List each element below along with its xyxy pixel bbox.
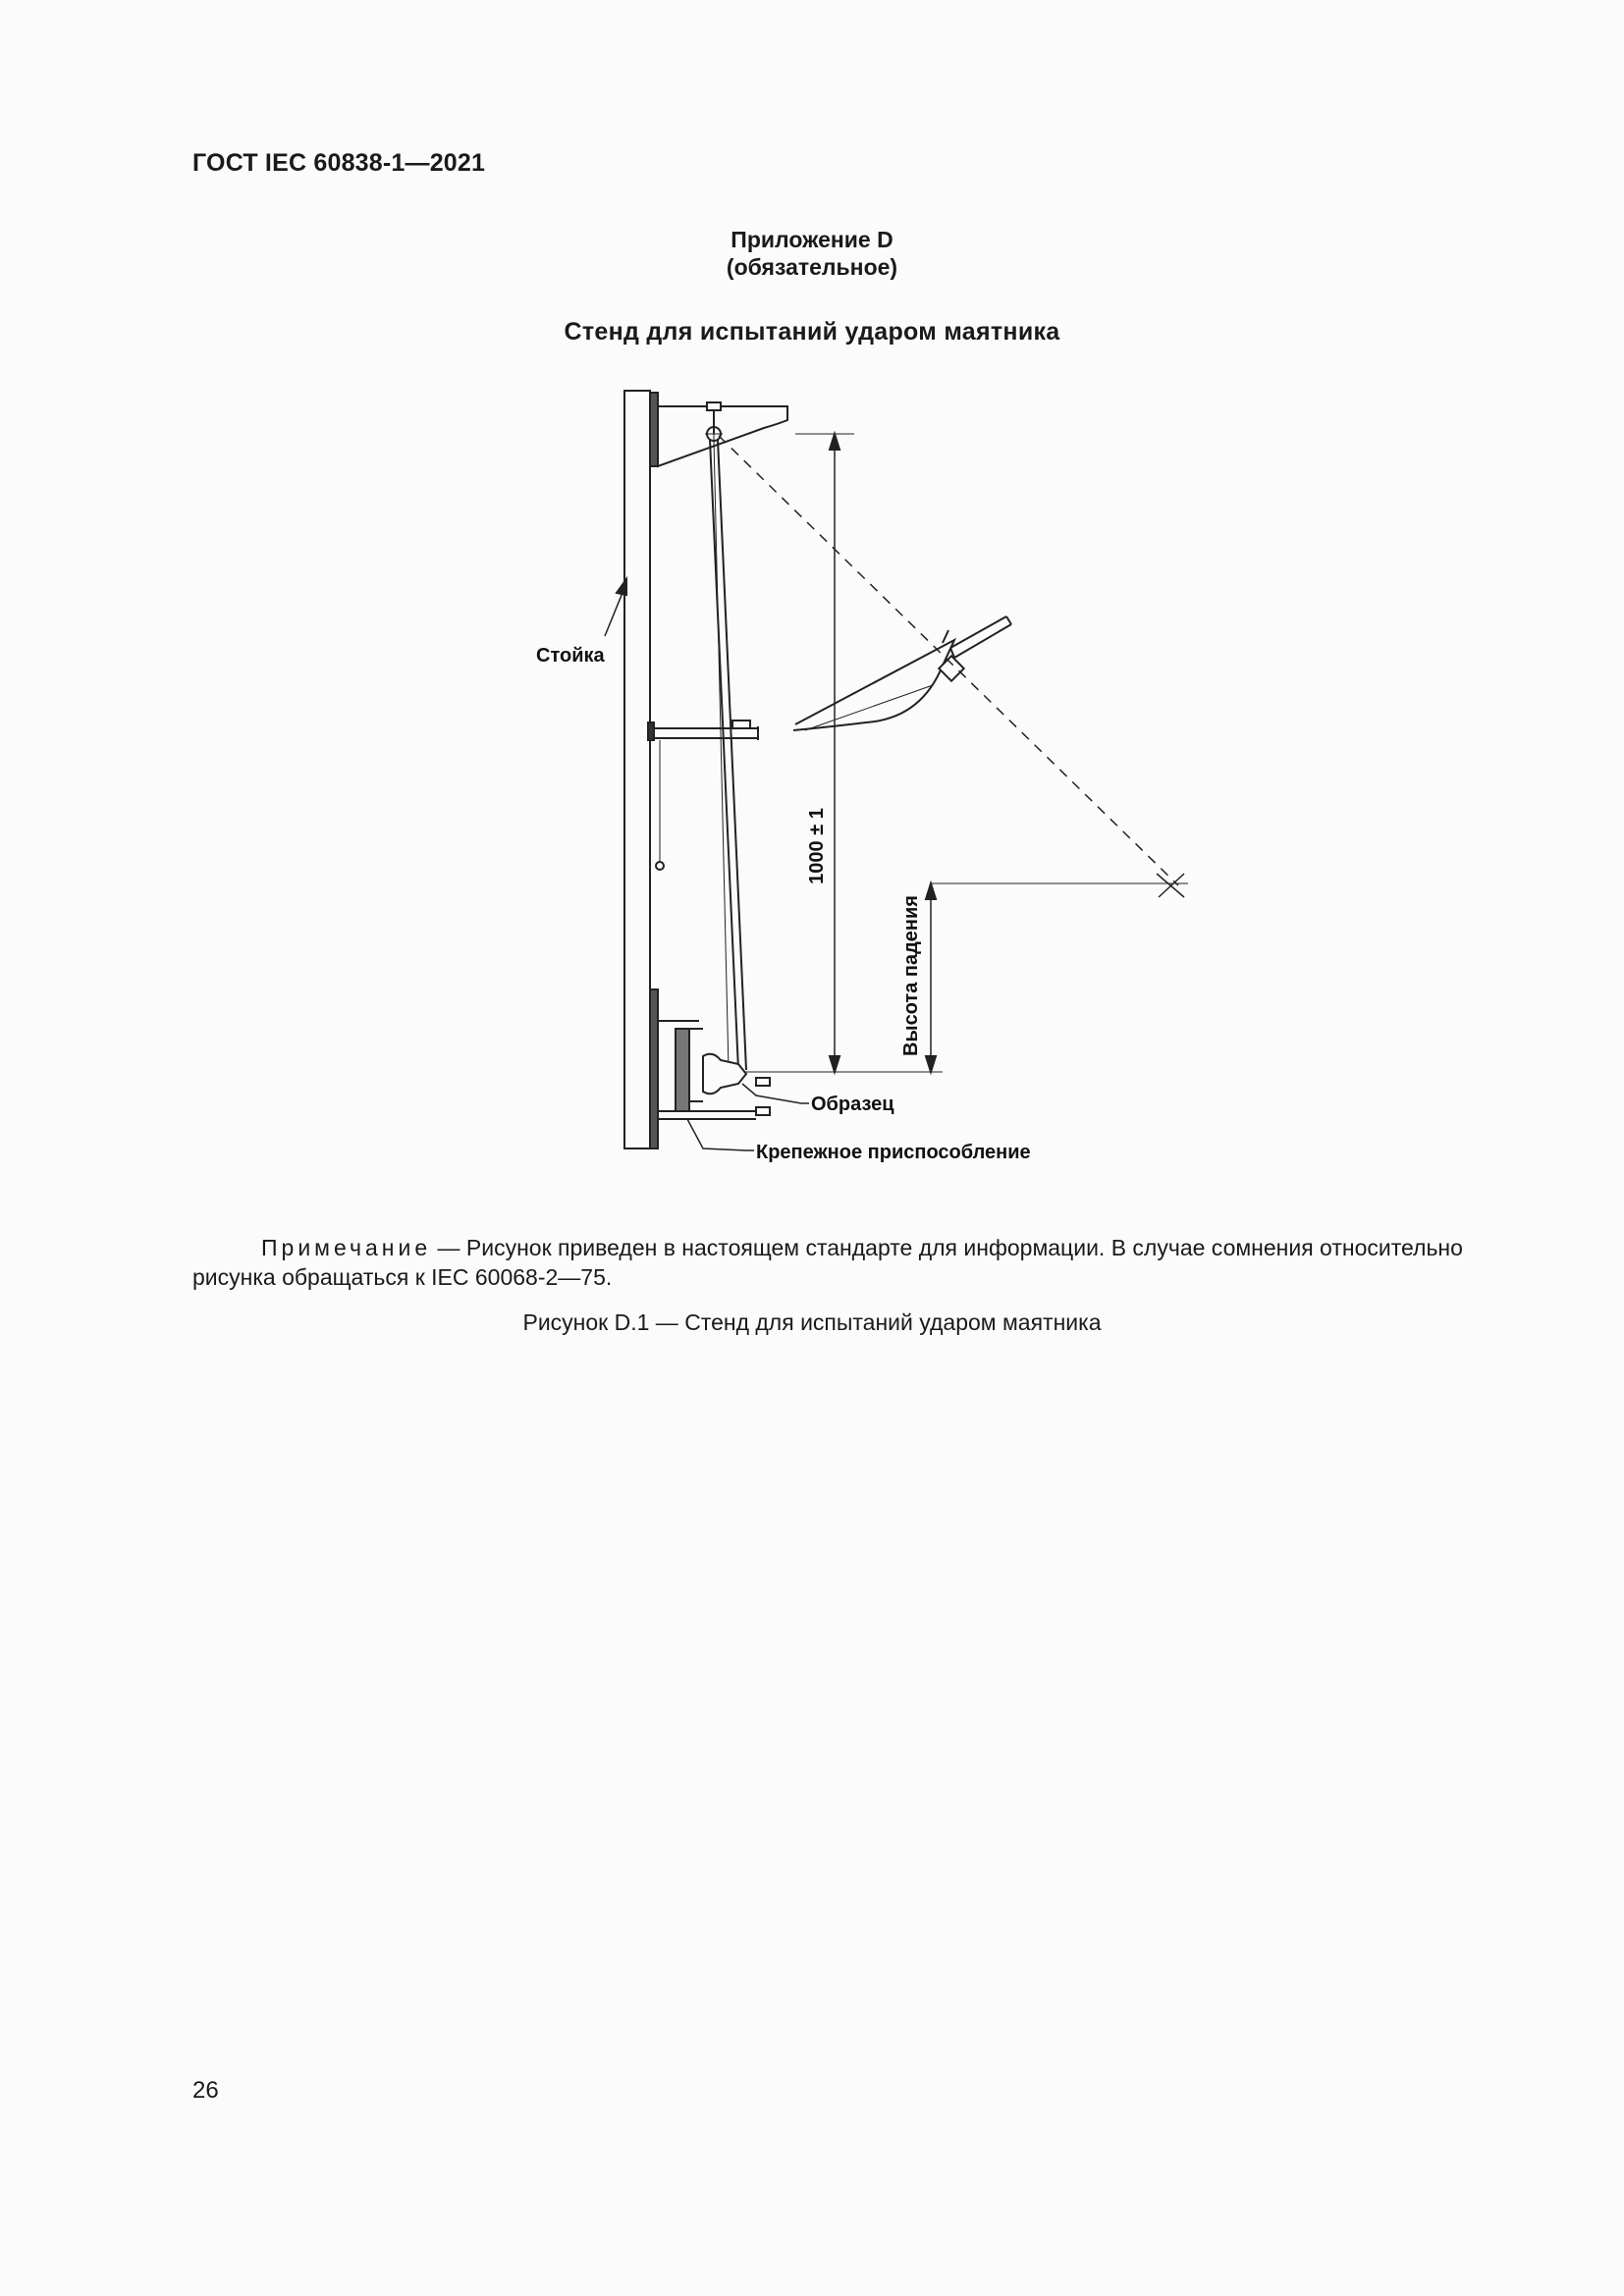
appendix-name: Приложение D [731, 227, 893, 252]
label-dimension: 1000 ± 1 [806, 808, 828, 884]
top-plate [650, 393, 658, 466]
bottom-plate [650, 989, 658, 1148]
sample-holder [703, 1054, 746, 1095]
label-stand: Стойка [536, 645, 605, 667]
note-text: — Рисунок приведен в настоящем стандарте для информации. В случае сомнения относительно рисунка обращаться к IEC 60068-2—75. [192, 1235, 1463, 1290]
section-title: Стенд для испытаний ударом маятника [564, 318, 1060, 346]
label-sample: Образец [811, 1094, 894, 1115]
appendix-status: (обязательное) [726, 254, 898, 280]
page-number: 26 [192, 2077, 219, 2104]
figure-caption: Рисунок D.1 — Стенд для испытаний ударом маятника [522, 1309, 1102, 1335]
fixture-block [676, 1029, 689, 1111]
document-header: ГОСТ IEC 60838-1—2021 [192, 149, 486, 177]
label-drop-height: Высота падения [900, 895, 922, 1056]
label-fixture: Крепежное приспособление [756, 1142, 1031, 1163]
top-bracket [658, 406, 787, 466]
appendix-heading [0, 226, 1624, 281]
stand-post [624, 391, 650, 1148]
note-label: Примечание [261, 1235, 432, 1260]
pendulum-test-figure [511, 373, 1198, 1178]
figure-note [192, 1233, 1530, 1292]
pendulum-test-diagram [511, 373, 1198, 1178]
